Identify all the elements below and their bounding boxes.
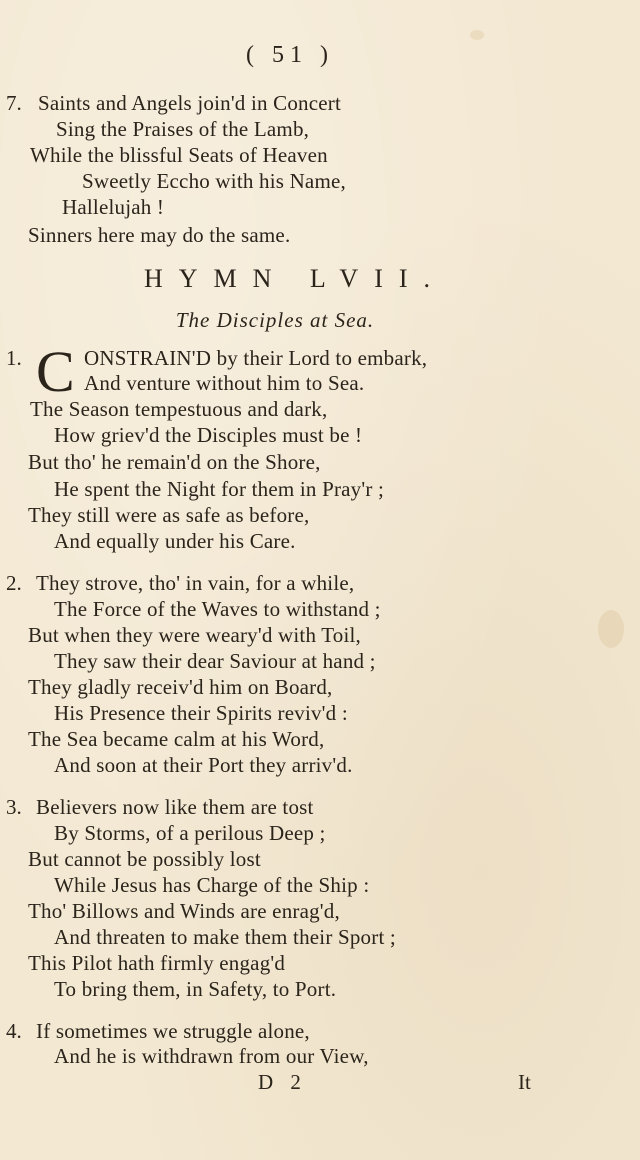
verse-line: And he is withdrawn from our View, xyxy=(54,1044,369,1068)
verse-line: They gladly receiv'd him on Board, xyxy=(28,675,333,699)
verse-line: They saw their dear Saviour at hand ; xyxy=(54,649,376,673)
page-number: ( 51 ) xyxy=(246,42,334,68)
verse-line: He spent the Night for them in Pray'r ; xyxy=(54,477,385,501)
verse-number: 2. xyxy=(6,571,22,595)
catchword: It xyxy=(518,1070,531,1094)
verse-line: While the blissful Seats of Heaven xyxy=(30,143,328,167)
verse-number: 1. xyxy=(6,346,22,370)
verse-line: Tho' Billows and Winds are enrag'd, xyxy=(28,899,340,923)
verse-line: They still were as safe as before, xyxy=(28,503,310,527)
signature-mark: D 2 xyxy=(258,1070,307,1094)
drop-cap: C xyxy=(36,339,75,404)
verse-line: This Pilot hath firmly engag'd xyxy=(28,951,286,975)
verse-line: His Presence their Spirits reviv'd : xyxy=(54,701,348,725)
verse-number: 3. xyxy=(6,795,22,819)
verse-line: And threaten to make them their Sport ; xyxy=(54,925,396,949)
verse-line: But tho' he remain'd on the Shore, xyxy=(28,450,321,474)
verse-line: But when they were weary'd with Toil, xyxy=(28,623,362,647)
verse-line: The Sea became calm at his Word, xyxy=(28,727,325,751)
verse-line: Sing the Praises of the Lamb, xyxy=(56,117,310,141)
verse-line: While Jesus has Charge of the Ship : xyxy=(54,873,370,897)
verse-line: But cannot be possibly lost xyxy=(28,847,261,871)
verse-line: The Season tempestuous and dark, xyxy=(30,397,328,421)
verse-line: The Force of the Waves to withstand ; xyxy=(54,597,381,621)
verse-line: By Storms, of a perilous Deep ; xyxy=(54,821,326,845)
foxing-spot xyxy=(598,610,624,648)
verse-line: Sweetly Eccho with his Name, xyxy=(82,169,346,193)
verse-line: To bring them, in Safety, to Port. xyxy=(54,977,337,1001)
verse-line: And venture without him to Sea. xyxy=(84,371,365,395)
verse-line: How griev'd the Disciples must be ! xyxy=(54,423,363,447)
foxing-spot xyxy=(470,30,484,40)
verse-line: Saints and Angels join'd in Concert xyxy=(38,91,342,115)
verse-number: 7. xyxy=(6,91,22,115)
verse-line: They strove, tho' in vain, for a while, xyxy=(36,571,355,595)
verse-line: If sometimes we struggle alone, xyxy=(36,1019,310,1043)
verse-line: Hallelujah ! xyxy=(62,195,165,219)
verse-number: 4. xyxy=(6,1019,22,1043)
verse-line: And equally under his Care. xyxy=(54,529,296,553)
verse-line: Believers now like them are tost xyxy=(36,795,314,819)
hymn-title: HYMN LVII. xyxy=(143,264,447,293)
verse-line: And soon at their Port they arriv'd. xyxy=(54,753,353,777)
hymn-subtitle: The Disciples at Sea. xyxy=(175,308,375,332)
verse-line: Sinners here may do the same. xyxy=(28,223,291,247)
verse-line: ONSTRAIN'D by their Lord to embark, xyxy=(84,346,428,370)
